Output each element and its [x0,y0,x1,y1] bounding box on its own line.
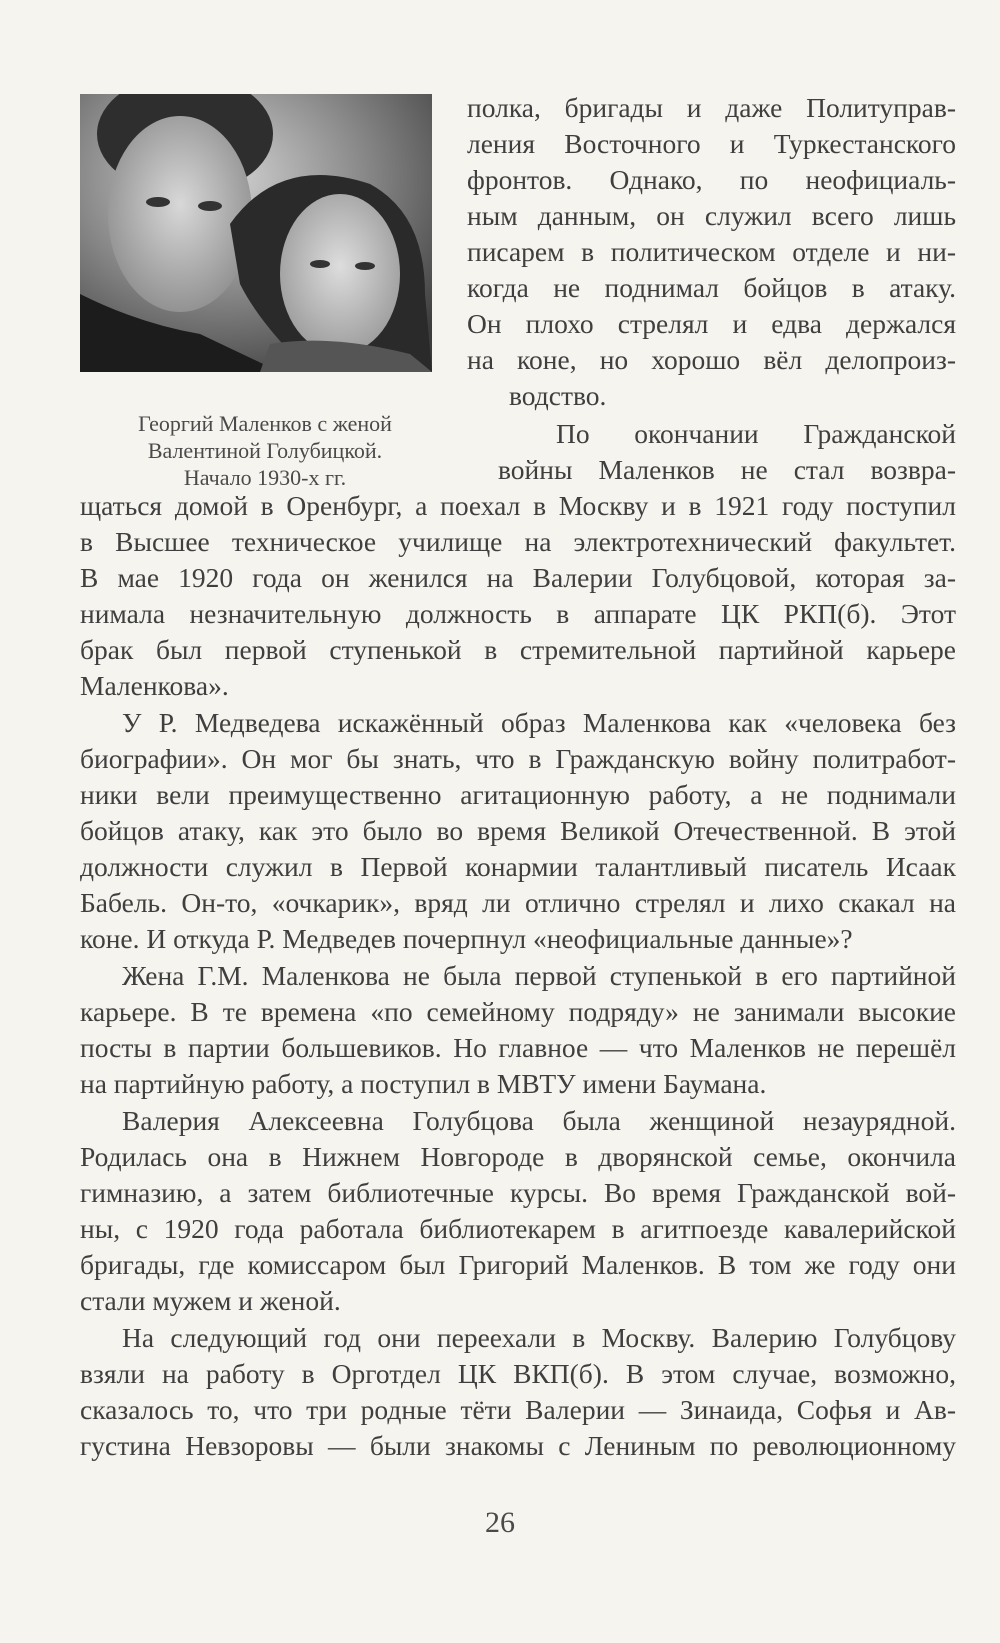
text-line: когда не поднимал бойцов в атаку. [467,272,956,303]
photo-image [80,94,432,372]
text-line: гимназию, а затем библиотечные курсы. Во время Гражданской вой- [80,1177,956,1208]
text-line: фронтов. Однако, по неофициаль- [467,164,956,195]
caption-line: Георгий Маленков с женой [138,411,392,436]
text-line: водство. [509,380,607,411]
text-line: на коне, но хорошо вёл делопроиз- [467,344,956,375]
photo-caption [80,410,450,491]
text-line: Бабель. Он-то, «очкарик», вряд ли отлично стрелял и лихо скакал на [80,887,956,918]
text-line: коне. И откуда Р. Медведев почерпнул «неофициальные данные»? [80,923,853,954]
text-line: густина Невзоровы — были знакомы с Лениным по революционному [80,1430,956,1461]
caption-line: Начало 1930-х гг. [183,465,347,490]
text-line: посты в партии большевиков. Но главное — что Маленков не перешёл [80,1032,956,1063]
text-line: Маленкова». [80,670,229,701]
caption-line: Валентиной Голубицкой. [147,438,383,463]
text-line: Валерия Алексеевна Голубцова была женщиной незаурядной. [122,1105,956,1136]
text-line: взяли на работу в Орготдел ЦК ВКП(б). В этом случае, возможно, [80,1358,956,1389]
text-line: карьере. В те времена «по семейному подряду» не занимали высокие [80,996,956,1027]
text-line: ны, с 1920 года работала библиотекарем в агитпоезде кавалерийской [80,1213,956,1244]
page-number: 26 [485,1506,515,1539]
text-line: У Р. Медведева искажённый образ Маленкова как «человека без [122,707,956,738]
text-line: нимала незначительную должность в аппарате ЦК РКП(б). Этот [80,598,956,629]
text-line: сказалось то, что три родные тёти Валерии — Зинаида, Софья и Ав- [80,1394,956,1425]
text-line: стали мужем и женой. [80,1285,341,1316]
text-line: бригады, где комиссаром был Григорий Маленков. В том же году они [80,1249,956,1280]
text-line: В мае 1920 года он женился на Валерии Голубцовой, которая за- [80,562,956,593]
text-line: брак был первой ступенькой в стремительной партийной карьере [80,634,956,665]
text-line: Он плохо стрелял и едва держался [467,308,956,339]
text-line: По окончании Гражданской [556,418,956,449]
text-line: бойцов атаку, как это было во время Великой Отечественной. В этой [80,815,956,846]
text-line: на партийную работу, а поступил в МВТУ имени Баумана. [80,1068,767,1099]
text-line: На следующий год они переехали в Москву. Валерию Голубцову [122,1322,956,1353]
text-line: Жена Г.М. Маленкова не была первой ступенькой в его партийной [122,960,956,991]
text-line: Родилась она в Нижнем Новгороде в дворянской семье, окончила [80,1141,956,1172]
text-line: в Высшее техническое училище на электротехнический факультет. [80,526,956,557]
text-line: ники вели преимущественно агитационную работу, а не поднимали [80,779,956,810]
photo-malenkov-and-wife [80,94,432,372]
text-line: должности служил в Первой конармии талантливый писатель Исаак [80,851,956,882]
text-line: ления Восточного и Туркестанского [467,128,956,159]
text-line: щаться домой в Оренбург, а поехал в Москву и в 1921 году поступил [80,490,956,521]
text-line: писарем в политическом отделе и ни- [467,236,956,267]
text-line: ным данным, он служил всего лишь [467,200,956,231]
text-line: войны Маленков не стал возвра- [498,454,956,485]
text-line: полка, бригады и даже Политуправ- [467,92,956,123]
text-line: биографии». Он мог бы знать, что в Гражданскую войну политработ- [80,743,956,774]
